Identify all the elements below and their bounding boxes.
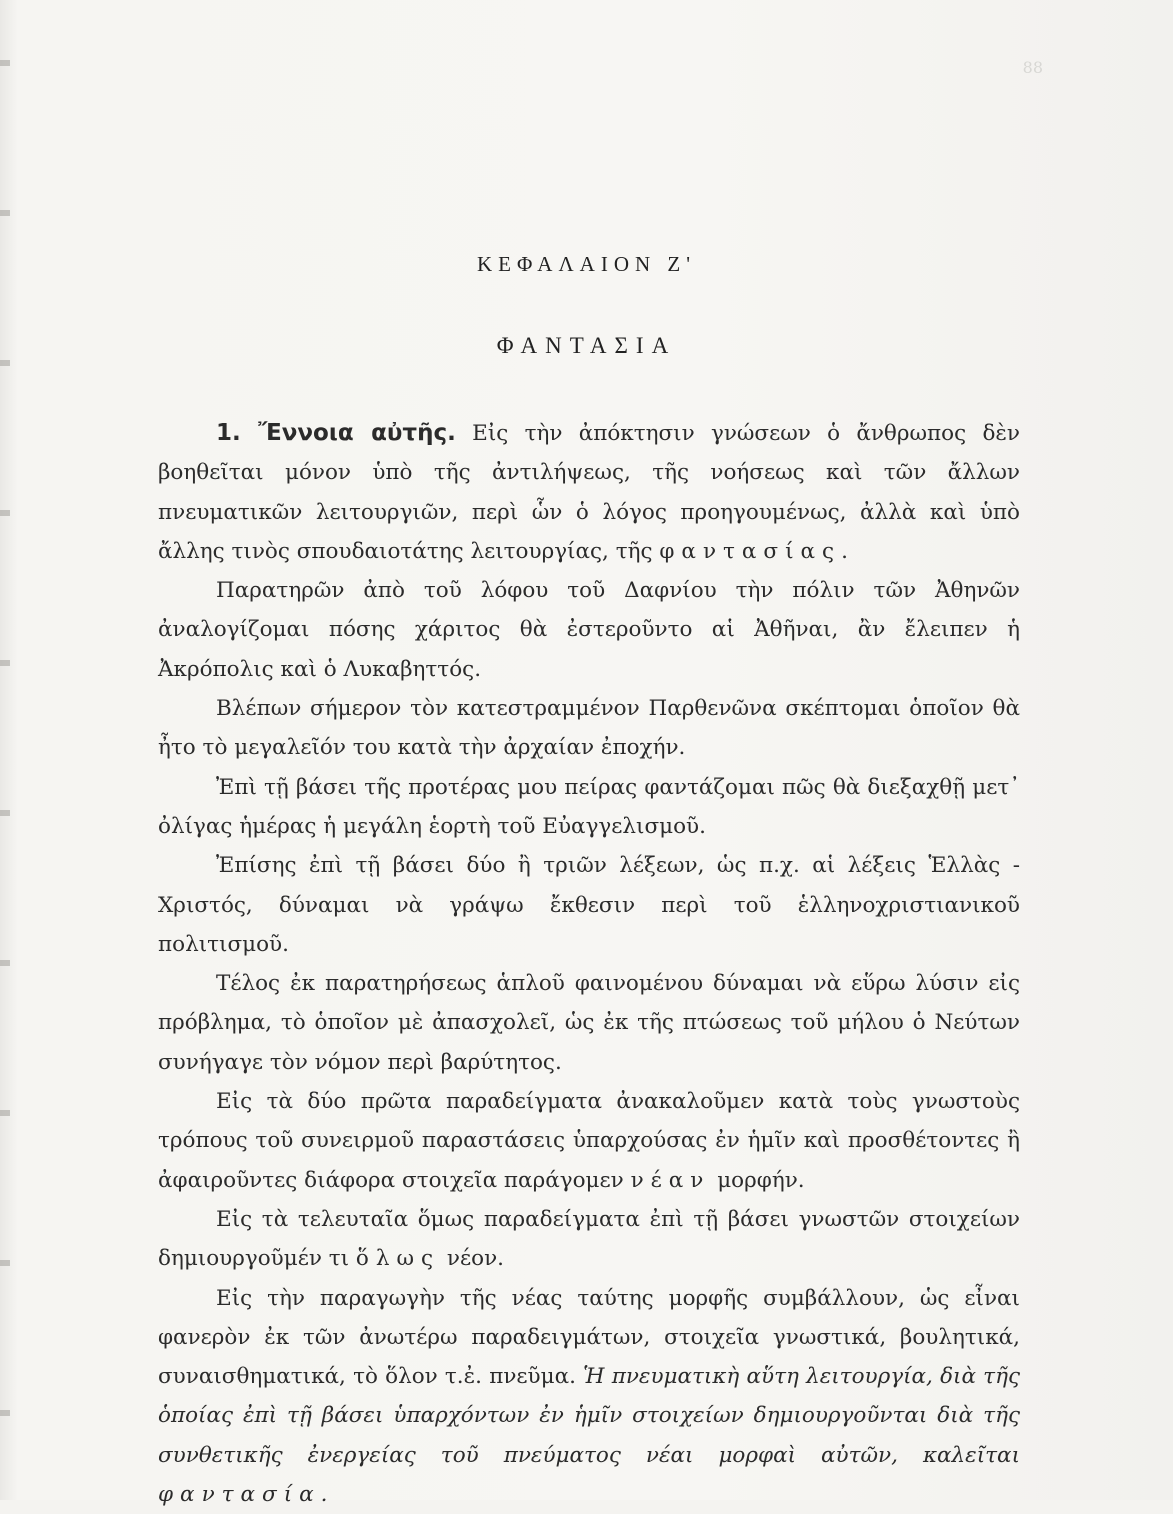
paragraph-7-end: μορφήν. — [710, 1167, 805, 1193]
paragraph-5: Ἐπίσης ἐπὶ τῇ βάσει δύο ἢ τριῶν λέξεων, ὡς π.χ. αἱ λέξεις Ἑλλὰς - Χριστός, δύναμαι νὰ γράψω ἔκθεσιν περὶ τοῦ ἑλληνοχριστιανικοῦ πολιτισμοῦ. — [158, 853, 1020, 957]
paragraph-8 — [158, 1200, 1020, 1279]
paragraph-2: Παρατηρῶν ἀπὸ τοῦ λόφου τοῦ Δαφνίου τὴν πόλιν τῶν Ἀθηνῶν ἀναλογίζομαι πόσης χάριτος θὰ ἐστεροῦντο αἱ Ἀθῆναι, ἂν ἔλειπεν ἡ Ἀκρόπολις καὶ ὁ Λυκαβηττός. — [158, 578, 1020, 682]
paragraph-7 — [158, 1082, 1020, 1200]
paragraph-8-start: Εἰς τὰ τελευταῖα ὅμως παραδείγματα ἐπὶ τῇ βάσει γνωστῶν στοιχείων δημιουργοῦμέν τι — [158, 1206, 1020, 1272]
term-olos: ὅλως — [355, 1246, 441, 1272]
paragraph-1 — [158, 414, 1020, 571]
chapter-title: ΦΑΝΤΑΣΙΑ — [496, 333, 677, 358]
term-fantasias: φαντασίας. — [659, 538, 855, 564]
section-title: 1. Ἔννοια αὐτῆς. — [216, 420, 456, 446]
definition-italic: Ἡ πνευματικὴ αὕτη λειτουργία, διὰ τῆς ὁποίας ἐπὶ τῇ βάσει ὑπαρχόντων ἐν ἡμῖν στοιχείων δημιουργοῦνται διὰ τῆς συνθετικῆς ἐνεργείας τοῦ πνεύματος νέαι μορφαὶ αὐτῶν, καλεῖται — [158, 1364, 1020, 1468]
term-fantasia: φαντασία. — [158, 1482, 335, 1508]
paragraph-9-start: Εἰς τὴν παραγωγὴν τῆς νέας ταύτης μορφῆς συμβάλλουν, ὡς εἶναι φανερὸν ἐκ τῶν ἀνωτέρω παραδειγμάτων, στοιχεῖα γνωστικά, βουλητικά, συναισθηματικά, τὸ ὅλον τ.ἐ. πνεῦμα. — [158, 1285, 1020, 1390]
paragraph-8-end: νέον. — [440, 1246, 504, 1272]
chapter-heading: ΚΕΦΑΛΑΙΟΝ Ζ' — [476, 252, 697, 276]
paragraph-3: Βλέπων σήμερον τὸν κατεστραμμένον Παρθενῶνα σκέπτομαι ὁποῖον θὰ ἦτο τὸ μεγαλεῖόν του κατὰ τὴν ἀρχαίαν ἐποχήν. — [158, 696, 1020, 761]
paragraph-1-text: Εἰς τὴν ἀπόκτησιν γνώσεων ὁ ἄνθρωπος δὲν βοηθεῖται μόνον ὑπὸ τῆς ἀντιλήψεως, τῆς νοήσεως καὶ τῶν ἄλλων πνευματικῶν λειτουργιῶν, περὶ ὧν ὁ λόγος προηγουμένως, ἀλλὰ καὶ ὑπὸ ἄλλης τινὸς σπουδαιοτάτης λειτουργίας, τῆς — [158, 421, 1020, 564]
paragraph-4: Ἐπὶ τῇ βάσει τῆς προτέρας μου πείρας φαντάζομαι πῶς θὰ διεξαχθῇ μετ᾽ ὀλίγας ἡμέρας ἡ μεγάλη ἑορτὴ τοῦ Εὐαγγελισμοῦ. — [158, 774, 1020, 839]
term-nean: νέαν — [630, 1167, 711, 1193]
paragraph-9 — [158, 1279, 1020, 1514]
binding-edge — [0, 0, 10, 1500]
paragraph-6: Τέλος ἐκ παρατηρήσεως ἁπλοῦ φαινομένου δύναμαι νὰ εὕρω λύσιν εἰς πρόβλημα, τὸ ὁποῖον μὲ ἀπασχολεῖ, ὡς ἐκ τῆς πτώσεως τοῦ μήλου ὁ Νεύτων συνήγαγε τὸν νόμον περὶ βαρύτητος. — [158, 971, 1020, 1075]
page-number: 88 — [1022, 58, 1043, 77]
paragraph-7-start: Εἰς τὰ δύο πρῶτα παραδείγματα ἀνακαλοῦμεν κατὰ τοὺς γνωστοὺς τρόπους τοῦ συνειρμοῦ παραστάσεις ὑπαρχούσας ἐν ἡμῖν καὶ προσθέτοντες ἢ ἀφαιροῦντες διάφορα στοιχεῖα παράγομεν — [158, 1089, 1020, 1193]
body-text — [158, 414, 1020, 1514]
